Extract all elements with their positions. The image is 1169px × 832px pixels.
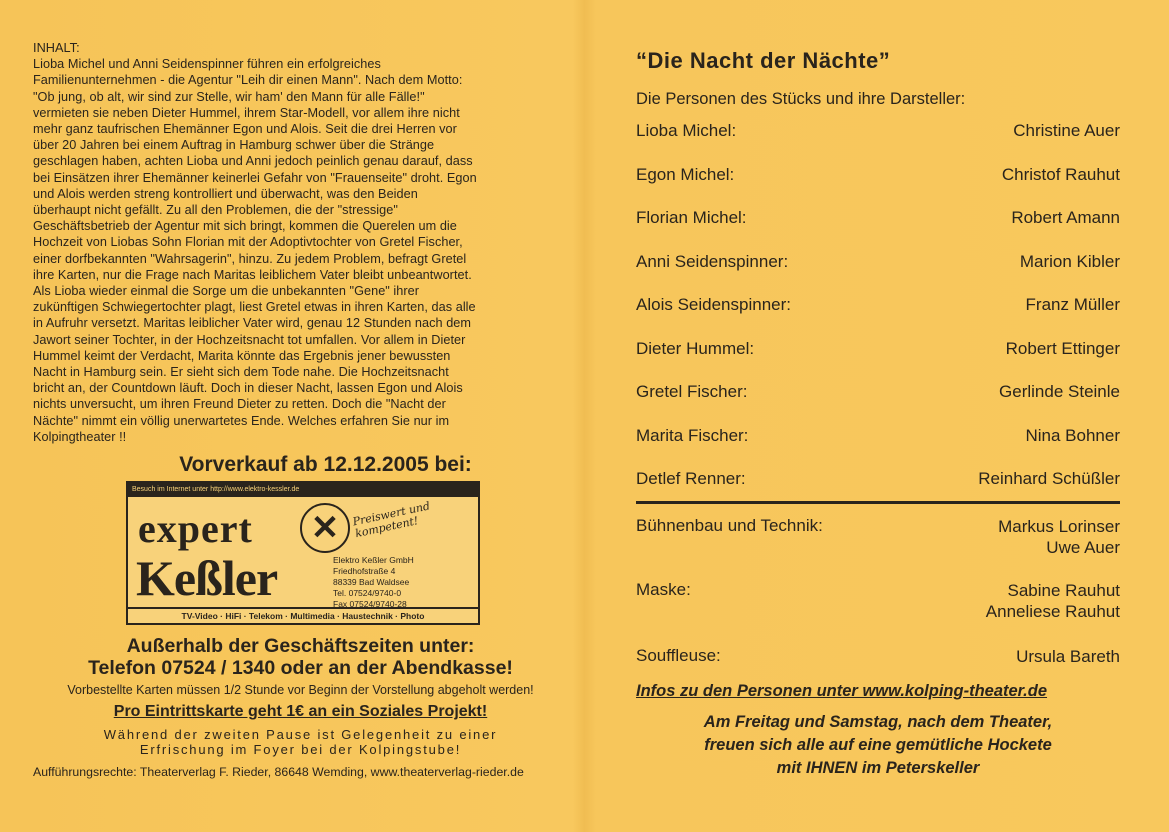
synopsis-line: bei Einsätzen ihrer Ehemänner keinerlei Gefahr von "Frauenseite" droht. Egon [33, 170, 477, 185]
synopsis-line: Familienunternehmen - die Agentur "Leih dir einen Mann". Nach dem Motto: [33, 73, 463, 88]
ad-address-line: Tel. 07524/9740-0 [333, 588, 402, 599]
synopsis [33, 40, 568, 445]
hours-info [33, 635, 568, 679]
synopsis-line: "Ob jung, ob alt, wir sind zur Stelle, wir ham' den Mann für alle Fälle!" [33, 89, 425, 104]
synopsis-line: über 20 Jahren bei einem Auftrag in Hamburg schwer über die Stränge [33, 138, 435, 153]
synopsis-line: ihre Karten, nur die Frage nach Maritas leiblichem Vater bleibt unbeantwortet. [33, 267, 472, 282]
synopsis-line: bricht an, der Countdown läuft. Doch in dieser Nacht, lassen Egon und Alois [33, 381, 463, 396]
synopsis-line: geschlagen haben, achten Lioba und Anni jedoch peinlich genau darauf, dass [33, 154, 473, 169]
crew-name: Sabine Rauhut [1007, 581, 1120, 600]
divider [636, 501, 1120, 504]
left-panel [33, 40, 568, 779]
cast-role: Alois Seidenspinner: [636, 295, 791, 314]
cast-role: Lioba Michel: [636, 121, 737, 140]
cast-row [636, 339, 1120, 383]
cast-row [636, 165, 1120, 209]
cast-role: Anni Seidenspinner: [636, 251, 789, 271]
kessler-ad [126, 481, 480, 625]
synopsis-line: Als Lioba wieder einmal die Sorge um die unbekannten "Gene" ihrer [33, 284, 420, 299]
ad-address-line: Friedhofstraße 4 [333, 566, 396, 577]
cast-row [636, 252, 1120, 296]
crew-names [986, 580, 1120, 646]
cast-row [636, 121, 1120, 165]
crew-name: Markus Lorinser [998, 517, 1120, 536]
after-show-note [636, 711, 1120, 780]
hours-line: Außerhalb der Geschäftszeiten unter: [126, 635, 475, 658]
synopsis-line: zukünftigen Schwiegertochter plagt, liest Gretel etwas in ihren Karten, das alle [33, 300, 476, 315]
infos-link[interactable]: Infos zu den Personen unter www.kolping-theater.de [636, 682, 1048, 700]
cast-role: Marita Fischer: [636, 425, 749, 445]
presale-title: Vorverkauf ab 12.12.2005 bei: [179, 453, 472, 477]
cast-actor: Nina Bohner [1025, 425, 1120, 445]
after-show-line: Am Freitag und Samstag, nach dem Theater, [703, 713, 1053, 731]
synopsis-line: Jawort seiner Tochter, in der Hochzeitsnacht tot umfallen. Vor allem in Dieter [33, 332, 466, 347]
performance-rights: Aufführungsrechte: Theaterverlag F. Rieder, 86648 Wemding, www.theaterverlag-rieder.de [33, 765, 524, 780]
crew-role: Souffleuse: [636, 646, 721, 665]
cast-actor: Robert Ettinger [1005, 338, 1120, 358]
cast-role: Gretel Fischer: [636, 382, 748, 401]
synopsis-line: mehr ganz taufrischen Ehemänner Egon und Alois. Seit die drei Herren vor [33, 122, 457, 137]
ad-store-name: Keßler [136, 550, 278, 607]
synopsis-line: vermieten sie neben Dieter Hummel, ihrem Star-Modell, vor allem ihre nicht [33, 105, 460, 120]
cast-role: Dieter Hummel: [636, 338, 755, 358]
cast-header: Die Personen des Stücks und ihre Darsteller: [636, 90, 966, 108]
synopsis-line: einer dorfbekannten "Wahrsagerin", hinzu. Zu jedem Problem, befragt Gretel [33, 251, 467, 266]
crew-name: Ursula Bareth [1016, 647, 1120, 666]
ad-website-line: Besuch im Internet unter http://www.elektro-kessler.de [128, 483, 478, 497]
pause-line: Erfrischung im Foyer bei der Kolpingstube! [139, 742, 462, 758]
ad-categories: TV-Video · HiFi · Telekom · Multimedia · Haustechnik · Photo [128, 607, 478, 623]
social-project-note: Pro Eintrittskarte geht 1€ an ein Soziales Projekt! [113, 703, 488, 721]
synopsis-line: INHALT: [33, 41, 80, 55]
ad-slogan: Preiswert und kompetent! [351, 499, 432, 541]
cast-actor: Gerlinde Steinle [999, 382, 1120, 401]
expert-star-icon: ✕ [300, 503, 350, 553]
cast-actor: Christine Auer [1013, 121, 1120, 140]
ad-address-line: Elektro Keßler GmbH [333, 555, 414, 566]
crew-name: Anneliese Rauhut [985, 602, 1120, 621]
ad-address [333, 555, 414, 610]
cast-row [636, 382, 1120, 426]
cast-actor: Reinhard Schüßler [978, 469, 1120, 488]
crew-names [998, 516, 1120, 580]
cast-row [636, 469, 1120, 497]
cast-actor: Christof Rauhut [1001, 164, 1120, 184]
synopsis-line: und Alois werden streng kontrolliert und überwacht, was den Beiden [33, 186, 418, 201]
ad-address-line: 88339 Bad Waldsee [333, 577, 410, 588]
cast-actor: Marion Kibler [1019, 251, 1120, 271]
crew-role: Bühnenbau und Technik: [636, 516, 823, 535]
after-show-line: freuen sich alle auf eine gemütliche Hockete [704, 736, 1052, 754]
synopsis-line: Lioba Michel und Anni Seidenspinner führen ein erfolgreiches [33, 57, 381, 72]
synopsis-line: Nacht in Hamburg sein. Er sieht sich dem Tode nahe. Die Hochzeitsnacht [33, 365, 449, 380]
synopsis-line: nichts unversucht, um ihren Freund Dieter zu retten. Doch die "Nacht der [33, 397, 446, 412]
cast-role: Egon Michel: [636, 164, 735, 184]
phone-line: Telefon 07524 / 1340 oder an der Abendkasse! [88, 657, 513, 680]
synopsis-line: überhaupt nicht gefällt. Zu all den Problemen, die der "stressige" [33, 203, 398, 218]
cast-row [636, 208, 1120, 252]
synopsis-line: Nächte" nimmt ein völlig unerwartetes Ende. Welches erfahren Sie nur im [33, 413, 450, 428]
ad-address-line: Fax 07524/9740-28 [333, 599, 407, 610]
reserved-tickets-note: Vorbestellte Karten müssen 1/2 Stunde vor Beginn der Vorstellung abgeholt werden! [67, 683, 534, 698]
crew-row [636, 580, 1120, 646]
synopsis-line: Geschäftsbetrieb der Agentur mit sich bringt, kommen die Querelen um die [33, 219, 457, 234]
after-show-line: mit IHNEN im Peterskeller [776, 759, 980, 777]
cast-row [636, 426, 1120, 470]
crew-role: Maske: [636, 580, 691, 599]
synopsis-line: Hochzeit von Liobas Sohn Florian mit der Adoptivtochter von Gretel Fischer, [33, 235, 463, 250]
crew-row [636, 646, 1120, 682]
cast-role: Florian Michel: [636, 208, 747, 227]
right-panel [636, 48, 1120, 780]
pause-line: Während der zweiten Pause ist Gelegenheit zu einer [103, 727, 498, 743]
synopsis-line: in Aufruhr versetzt. Maritas leiblicher Vater wird, genau 12 Stunden nach dem [33, 316, 472, 331]
synopsis-line: Hummel keimt der Verdacht, Marita könnte das Ergebnis jener bewussten [33, 348, 451, 363]
cast-actor: Robert Amann [1011, 208, 1120, 227]
cast-row [636, 295, 1120, 339]
cast-actor: Franz Müller [1025, 295, 1120, 314]
crew-row [636, 516, 1120, 580]
synopsis-line: Kolpingtheater !! [33, 429, 127, 444]
pause-note [33, 727, 568, 757]
ad-brand: expert [138, 506, 253, 552]
cast-role: Detlef Renner: [636, 469, 746, 488]
play-title: “Die Nacht der Nächte” [636, 48, 891, 73]
crew-name: Uwe Auer [1046, 538, 1120, 557]
crew-names [1016, 646, 1120, 682]
